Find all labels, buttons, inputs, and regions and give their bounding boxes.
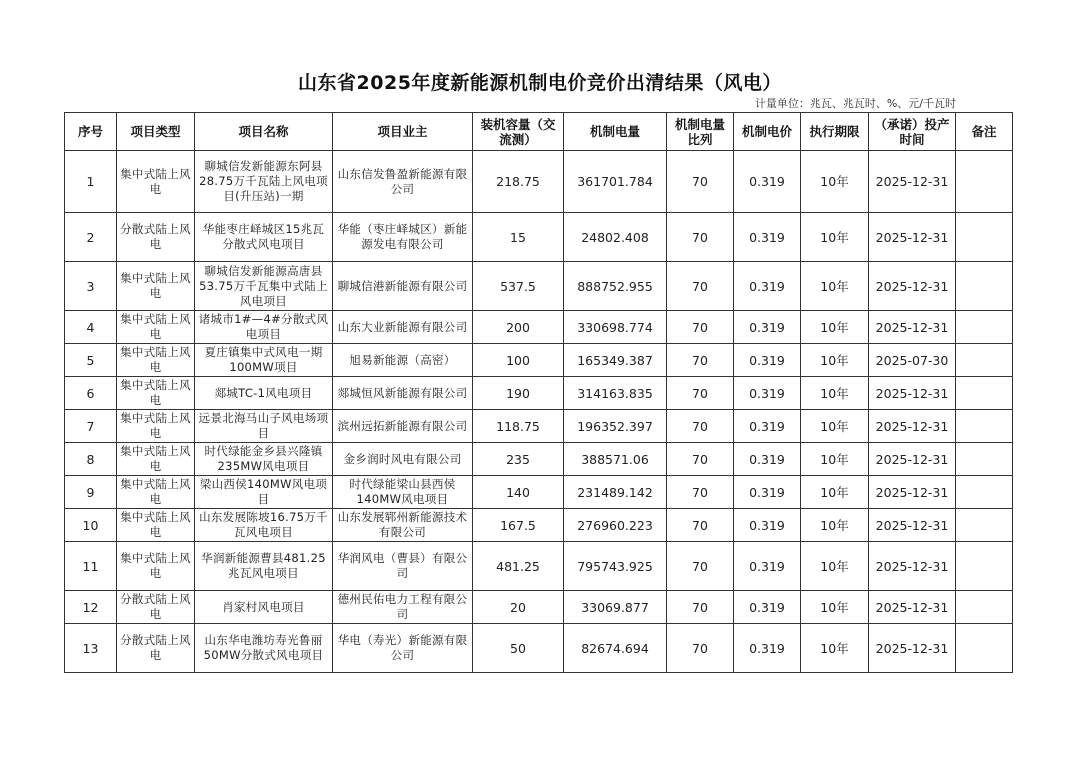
cell-name: 郯城TC-1风电项目: [195, 377, 333, 410]
cell-no: 13: [65, 624, 117, 673]
cell-owner: 华电（寿光）新能源有限公司: [333, 624, 473, 673]
cell-note: [956, 311, 1013, 344]
col-header-name: 项目名称: [195, 113, 333, 151]
cell-date: 2025-12-31: [869, 509, 956, 542]
cell-ratio: 70: [667, 509, 734, 542]
cell-ratio: 70: [667, 443, 734, 476]
table-row: [65, 443, 1013, 476]
cell-date: 2025-12-31: [869, 542, 956, 591]
cell-term: 10年: [801, 344, 869, 377]
table-row: [65, 377, 1013, 410]
table-row: [65, 344, 1013, 377]
cell-note: [956, 591, 1013, 624]
cell-no: 9: [65, 476, 117, 509]
col-header-date: （承诺）投产时间: [869, 113, 956, 151]
col-header-capacity: 装机容量（交流测）: [473, 113, 564, 151]
cell-type: 集中式陆上风电: [117, 377, 195, 410]
cell-energy: 82674.694: [564, 624, 667, 673]
cell-ratio: 70: [667, 542, 734, 591]
cell-no: 1: [65, 151, 117, 213]
cell-note: [956, 509, 1013, 542]
cell-capacity: 167.5: [473, 509, 564, 542]
table-header-row: [65, 113, 1013, 151]
cell-no: 10: [65, 509, 117, 542]
cell-energy: 314163.835: [564, 377, 667, 410]
cell-ratio: 70: [667, 213, 734, 262]
cell-energy: 33069.877: [564, 591, 667, 624]
cell-type: 集中式陆上风电: [117, 262, 195, 311]
cell-owner: 山东大业新能源有限公司: [333, 311, 473, 344]
cell-name: 聊城信发新能源高唐县53.75万千瓦集中式陆上风电项目: [195, 262, 333, 311]
cell-price: 0.319: [734, 344, 801, 377]
col-header-ratio: 机制电量比列: [667, 113, 734, 151]
cell-term: 10年: [801, 542, 869, 591]
cell-name: 肖家村风电项目: [195, 591, 333, 624]
cell-energy: 231489.142: [564, 476, 667, 509]
cell-energy: 888752.955: [564, 262, 667, 311]
cell-no: 3: [65, 262, 117, 311]
cell-price: 0.319: [734, 151, 801, 213]
cell-name: 诸城市1#—4#分散式风电项目: [195, 311, 333, 344]
cell-price: 0.319: [734, 262, 801, 311]
table-row: [65, 624, 1013, 673]
cell-note: [956, 410, 1013, 443]
cell-capacity: 118.75: [473, 410, 564, 443]
cell-no: 11: [65, 542, 117, 591]
cell-owner: 山东发展郓州新能源技术有限公司: [333, 509, 473, 542]
cell-energy: 388571.06: [564, 443, 667, 476]
cell-type: 分散式陆上风电: [117, 591, 195, 624]
cell-term: 10年: [801, 311, 869, 344]
cell-note: [956, 476, 1013, 509]
cell-term: 10年: [801, 443, 869, 476]
cell-owner: 山东信发鲁盈新能源有限公司: [333, 151, 473, 213]
cell-term: 10年: [801, 410, 869, 443]
cell-term: 10年: [801, 591, 869, 624]
cell-term: 10年: [801, 624, 869, 673]
cell-no: 4: [65, 311, 117, 344]
cell-date: 2025-07-30: [869, 344, 956, 377]
cell-note: [956, 344, 1013, 377]
cell-capacity: 140: [473, 476, 564, 509]
cell-owner: 旭易新能源（高密）: [333, 344, 473, 377]
cell-price: 0.319: [734, 311, 801, 344]
cell-price: 0.319: [734, 476, 801, 509]
cell-type: 集中式陆上风电: [117, 509, 195, 542]
cell-ratio: 70: [667, 591, 734, 624]
cell-name: 远景北海马山子风电场项目: [195, 410, 333, 443]
cell-owner: 郯城恒风新能源有限公司: [333, 377, 473, 410]
cell-capacity: 50: [473, 624, 564, 673]
cell-name: 山东发展陈坡16.75万千瓦风电项目: [195, 509, 333, 542]
cell-ratio: 70: [667, 151, 734, 213]
cell-owner: 聊城信港新能源有限公司: [333, 262, 473, 311]
cell-capacity: 190: [473, 377, 564, 410]
cell-price: 0.319: [734, 213, 801, 262]
cell-capacity: 537.5: [473, 262, 564, 311]
cell-no: 5: [65, 344, 117, 377]
cell-capacity: 15: [473, 213, 564, 262]
cell-ratio: 70: [667, 311, 734, 344]
cell-owner: 华能（枣庄峄城区）新能源发电有限公司: [333, 213, 473, 262]
results-table: [64, 112, 1013, 673]
cell-energy: 795743.925: [564, 542, 667, 591]
cell-owner: 华润风电（曹县）有限公司: [333, 542, 473, 591]
table-row: [65, 476, 1013, 509]
cell-term: 10年: [801, 509, 869, 542]
cell-price: 0.319: [734, 509, 801, 542]
cell-type: 集中式陆上风电: [117, 476, 195, 509]
cell-note: [956, 213, 1013, 262]
cell-date: 2025-12-31: [869, 151, 956, 213]
cell-date: 2025-12-31: [869, 624, 956, 673]
cell-ratio: 70: [667, 476, 734, 509]
cell-no: 2: [65, 213, 117, 262]
cell-capacity: 100: [473, 344, 564, 377]
cell-note: [956, 151, 1013, 213]
cell-capacity: 20: [473, 591, 564, 624]
cell-term: 10年: [801, 476, 869, 509]
cell-note: [956, 443, 1013, 476]
cell-ratio: 70: [667, 410, 734, 443]
cell-date: 2025-12-31: [869, 410, 956, 443]
table-row: [65, 591, 1013, 624]
cell-capacity: 218.75: [473, 151, 564, 213]
table-row: [65, 311, 1013, 344]
cell-term: 10年: [801, 377, 869, 410]
cell-type: 集中式陆上风电: [117, 151, 195, 213]
cell-date: 2025-12-31: [869, 213, 956, 262]
cell-type: 集中式陆上风电: [117, 344, 195, 377]
cell-energy: 196352.397: [564, 410, 667, 443]
cell-date: 2025-12-31: [869, 443, 956, 476]
table-row: [65, 213, 1013, 262]
cell-no: 7: [65, 410, 117, 443]
table-row: [65, 542, 1013, 591]
cell-owner: 德州民佑电力工程有限公司: [333, 591, 473, 624]
cell-price: 0.319: [734, 377, 801, 410]
cell-term: 10年: [801, 151, 869, 213]
col-header-type: 项目类型: [117, 113, 195, 151]
col-header-price: 机制电价: [734, 113, 801, 151]
cell-type: 分散式陆上风电: [117, 213, 195, 262]
cell-type: 集中式陆上风电: [117, 410, 195, 443]
col-header-owner: 项目业主: [333, 113, 473, 151]
cell-energy: 361701.784: [564, 151, 667, 213]
cell-name: 夏庄镇集中式风电一期100MW项目: [195, 344, 333, 377]
cell-type: 集中式陆上风电: [117, 311, 195, 344]
cell-ratio: 70: [667, 377, 734, 410]
cell-energy: 24802.408: [564, 213, 667, 262]
cell-price: 0.319: [734, 443, 801, 476]
cell-capacity: 481.25: [473, 542, 564, 591]
cell-date: 2025-12-31: [869, 377, 956, 410]
cell-name: 华润新能源曹县481.25兆瓦风电项目: [195, 542, 333, 591]
cell-name: 梁山西侯140MW风电项目: [195, 476, 333, 509]
cell-name: 华能枣庄峄城区15兆瓦分散式风电项目: [195, 213, 333, 262]
cell-date: 2025-12-31: [869, 476, 956, 509]
cell-date: 2025-12-31: [869, 262, 956, 311]
col-header-no: 序号: [65, 113, 117, 151]
table-row: [65, 410, 1013, 443]
table-row: [65, 262, 1013, 311]
cell-owner: 滨州远拓新能源有限公司: [333, 410, 473, 443]
cell-name: 聊城信发新能源东阿县28.75万千瓦陆上风电项目(升压站)一期: [195, 151, 333, 213]
document-title: 山东省2025年度新能源机制电价竞价出清结果（风电）: [298, 72, 782, 94]
col-header-term: 执行期限: [801, 113, 869, 151]
cell-ratio: 70: [667, 262, 734, 311]
cell-no: 8: [65, 443, 117, 476]
cell-note: [956, 624, 1013, 673]
cell-owner: 时代绿能梁山县西侯140MW风电项目: [333, 476, 473, 509]
cell-type: 集中式陆上风电: [117, 443, 195, 476]
cell-date: 2025-12-31: [869, 591, 956, 624]
cell-no: 6: [65, 377, 117, 410]
cell-price: 0.319: [734, 542, 801, 591]
col-header-note: 备注: [956, 113, 1013, 151]
cell-type: 分散式陆上风电: [117, 624, 195, 673]
cell-ratio: 70: [667, 344, 734, 377]
table-row: [65, 151, 1013, 213]
col-header-energy: 机制电量: [564, 113, 667, 151]
cell-type: 集中式陆上风电: [117, 542, 195, 591]
cell-term: 10年: [801, 262, 869, 311]
cell-price: 0.319: [734, 410, 801, 443]
cell-name: 时代绿能金乡县兴隆镇235MW风电项目: [195, 443, 333, 476]
cell-note: [956, 262, 1013, 311]
cell-energy: 276960.223: [564, 509, 667, 542]
cell-date: 2025-12-31: [869, 311, 956, 344]
cell-energy: 330698.774: [564, 311, 667, 344]
cell-capacity: 235: [473, 443, 564, 476]
cell-price: 0.319: [734, 624, 801, 673]
cell-note: [956, 377, 1013, 410]
cell-term: 10年: [801, 213, 869, 262]
unit-note: 计量单位：兆瓦、兆瓦时、%、元/千瓦时: [754, 97, 956, 110]
cell-energy: 165349.387: [564, 344, 667, 377]
cell-capacity: 200: [473, 311, 564, 344]
cell-no: 12: [65, 591, 117, 624]
cell-name: 山东华电潍坊寿光鲁丽50MW分散式风电项目: [195, 624, 333, 673]
cell-ratio: 70: [667, 624, 734, 673]
cell-note: [956, 542, 1013, 591]
cell-price: 0.319: [734, 591, 801, 624]
cell-owner: 金乡润时风电有限公司: [333, 443, 473, 476]
table-row: [65, 509, 1013, 542]
